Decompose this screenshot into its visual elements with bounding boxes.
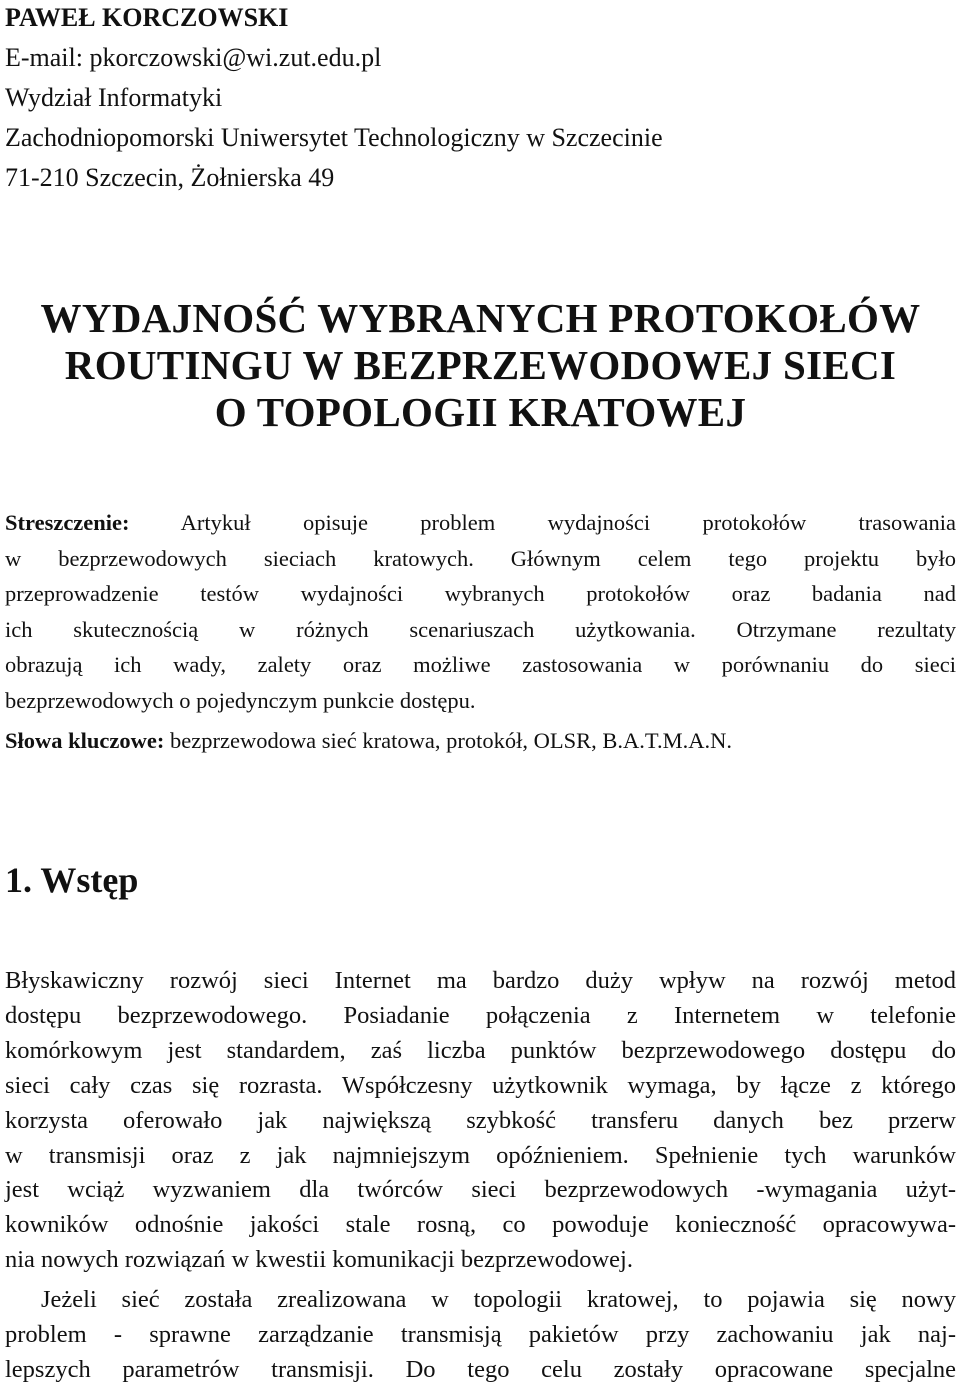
body-line: sieci cały czas się rozrasta. Współczesny użytkownik wymaga, by łącze z którego (5, 1071, 956, 1099)
author-name: PAWEŁ KORCZOWSKI (5, 3, 289, 32)
body-line: nia nowych rozwiązań w kwestii komunikacji bezprzewodowej. (5, 1246, 633, 1274)
body-line: w transmisji oraz z jak najmniejszym opóźnieniem. Spełnienie tych warunków (5, 1141, 956, 1169)
abstract (5, 505, 956, 718)
body-line: lepszych parametrów transmisji. Do tego celu zostały opracowane specjalne (5, 1355, 956, 1383)
body-line: komórkowym jest standardem, zaś liczba punktów bezprzewodowego dostępu do (5, 1036, 956, 1064)
abstract-line (5, 505, 956, 541)
author-faculty: Wydział Informatyki (5, 83, 223, 112)
body-line: dostępu bezprzewodowego. Posiadanie połączenia z Internetem w telefonie (5, 1001, 956, 1029)
author-university: Zachodniopomorski Uniwersytet Technologiczny w Szczecinie (5, 123, 663, 152)
section-body (5, 964, 956, 1388)
body-line: Błyskawiczny rozwój sieci Internet ma bardzo duży wpływ na rozwój metod (5, 967, 956, 994)
keywords-label: Słowa kluczowe: (5, 728, 165, 753)
keywords-text: bezprzewodowa sieć kratowa, protokół, OLSR, B.A.T.M.A.N. (164, 728, 732, 753)
title-line: ROUTINGU W BEZPRZEWODOWEJ SIECI (64, 342, 897, 388)
abstract-line: bezprzewodowych o pojedynczym punkcie dostępu. (5, 687, 476, 713)
abstract-label: Streszczenie: (5, 510, 130, 535)
author-email: E-mail: pkorczowski@wi.zut.edu.pl (5, 43, 382, 72)
abstract-line: w bezprzewodowych sieciach kratowych. Głównym celem tego projektu było (5, 545, 956, 571)
author-block (5, 0, 956, 198)
title-line: O TOPOLOGII KRATOWEJ (214, 389, 747, 435)
body-line: kowników odnośnie jakości stale rosną, co powoduje konieczność opracowywa- (5, 1211, 956, 1239)
section-heading: 1. Wstęp (5, 860, 139, 900)
abstract-line: obrazują ich wady, zalety oraz możliwe zastosowania w porównaniu do sieci (5, 652, 956, 677)
author-address: 71-210 Szczecin, Żołnierska 49 (5, 163, 335, 192)
paper-title (5, 295, 956, 436)
body-line: jest wciąż wyzwaniem dla twórców sieci bezprzewodowych -wymagania użyt- (5, 1176, 956, 1204)
keywords (5, 723, 956, 758)
body-line: korzysta oferowało jak największą szybkość transferu danych bez przerw (5, 1106, 956, 1134)
abstract-line: ich skutecznością w różnych scenariuszach użytkowania. Otrzymane rezultaty (5, 616, 956, 642)
title-line: WYDAJNOŚĆ WYBRANYCH PROTOKOŁÓW (40, 295, 921, 341)
abstract-line: przeprowadzenie testów wydajności wybranych protokołów oraz badania nad (5, 581, 956, 606)
abstract-text: Artykuł opisuje problem wydajności protokołów trasowania (129, 510, 956, 535)
body-line: Jeżeli sieć została zrealizowana w topologii kratowej, to pojawia się nowy (41, 1286, 956, 1314)
body-line: problem - sprawne zarządzanie transmisją pakietów przy zachowaniu jak naj- (5, 1321, 956, 1349)
